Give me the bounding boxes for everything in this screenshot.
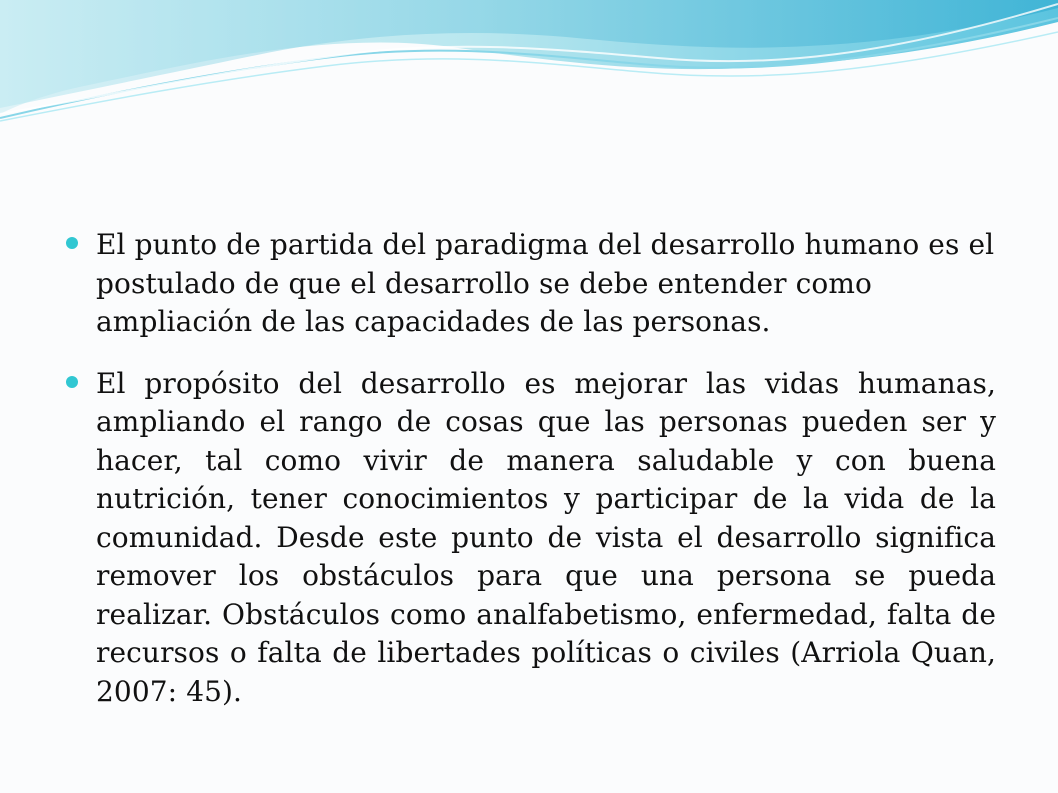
bullet-item-1 [64,226,996,342]
slide-content [64,226,996,734]
top-wave-decoration [0,0,1058,150]
bullet-text-1: El punto de partida del paradigma del desarrollo humano es el postulado de que el desarrollo se debe entender como ampliación de las capacidades de las personas. [96,228,995,338]
bullet-list [64,226,996,711]
bullet-text-2: El propósito del desarrollo es mejorar las vidas humanas, ampliando el rango de cosas que las personas pueden ser y hacer, tal como vivir de manera saludable y con buena nutrición, tener conocimientos y participar de la vida de la comunidad. Desde este punto de vista el desarrollo significa remover los obstáculos para que una persona se pueda realizar. Obstáculos como analfabetismo, enfermedad, falta de recursos o falta de libertades políticas o civiles (Arriola Quan, 2007: 45). [96,366,996,708]
bullet-dot-icon [66,376,78,388]
bullet-item-2 [64,365,996,712]
bullet-dot-icon [66,237,78,249]
